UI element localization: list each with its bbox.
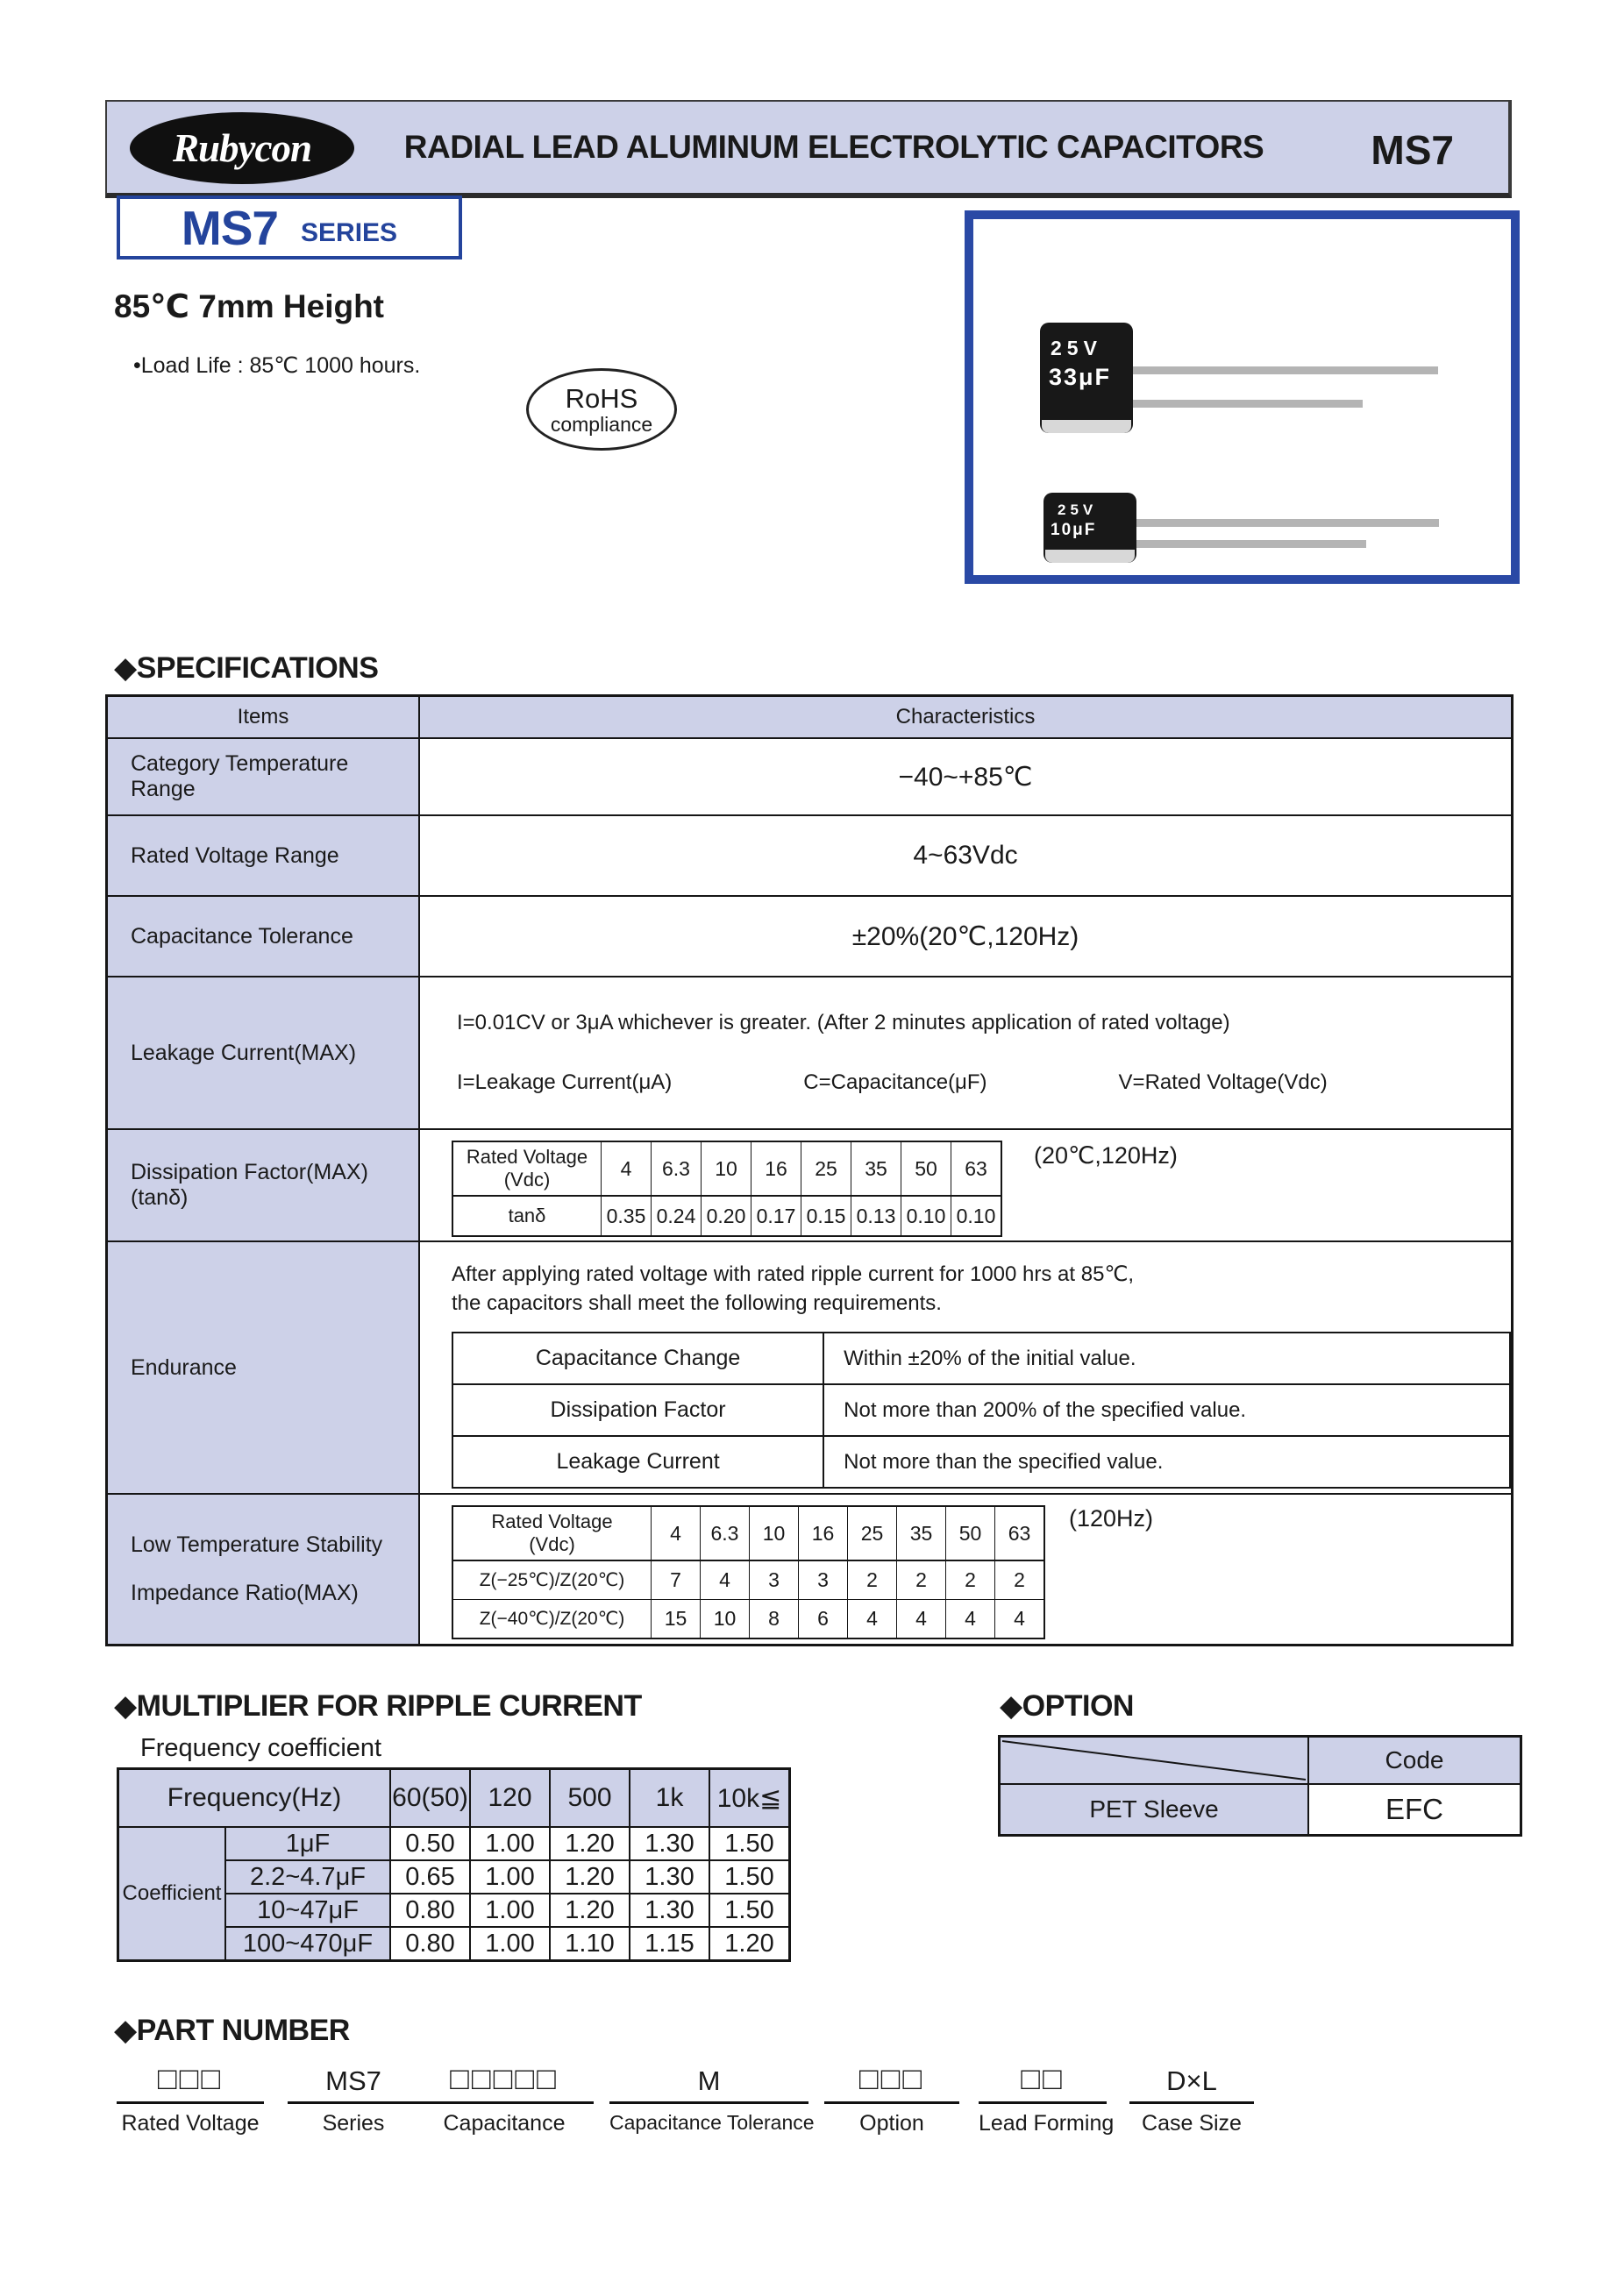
- tan-value: 0.13: [851, 1196, 901, 1236]
- option-title: ◆OPTION: [1000, 1689, 1134, 1723]
- capacitor-voltage-print: 25V: [1058, 501, 1098, 518]
- part-segment-lead-forming: [979, 2055, 1115, 2136]
- endurance-desc-line2: the capacitors shall meet the following requirements.: [452, 1291, 942, 1315]
- segment-symbol: □□□: [858, 2060, 925, 2096]
- z40-value: 4: [848, 1600, 897, 1639]
- z25-label: Z(−25℃)/Z(20℃): [452, 1560, 652, 1600]
- diagonal-line: [1001, 1738, 1307, 1783]
- diagonal-cell: [1000, 1737, 1309, 1785]
- capacitor-lead: [1136, 519, 1439, 527]
- ripple-coefficient-table: [117, 1767, 791, 1962]
- rohs-badge: [526, 368, 677, 451]
- coefficient-value: 0.80: [390, 1927, 470, 1961]
- coefficient-value: 1.50: [709, 1860, 790, 1894]
- capacitance-range: 2.2~4.7μF: [225, 1860, 390, 1894]
- coefficient-value: 1.50: [709, 1827, 790, 1860]
- segment-symbol: □□□□□: [450, 2060, 559, 2096]
- tan-value: 0.10: [951, 1196, 1002, 1236]
- part-segment-capacitance: [415, 2055, 594, 2136]
- z25-value: 7: [652, 1560, 701, 1600]
- capacitor-capacitance-print: 33μF: [1049, 364, 1112, 390]
- voltage-tick: 50: [901, 1141, 951, 1196]
- row-label: Category Temperature Range: [108, 739, 420, 814]
- tan-value: 0.20: [702, 1196, 751, 1236]
- voltage-tick: 16: [751, 1141, 801, 1196]
- coefficient-value: 1.30: [630, 1894, 709, 1927]
- segment-rule: [824, 2101, 959, 2104]
- coefficient-label: Coefficient: [118, 1827, 226, 1961]
- endurance-requirement: Not more than 200% of the specified value.: [823, 1384, 1510, 1436]
- segment-symbol: □□□: [157, 2060, 224, 2096]
- part-segment-option: [824, 2055, 959, 2136]
- endurance-requirement: Not more than the specified value.: [823, 1436, 1510, 1488]
- z25-value: 3: [750, 1560, 799, 1600]
- coefficient-value: 1.20: [550, 1827, 630, 1860]
- endurance-item: Capacitance Change: [452, 1333, 823, 1384]
- segment-rule: [1129, 2101, 1254, 2104]
- voltage-tick: 63: [951, 1141, 1002, 1196]
- tan-label: tanδ: [452, 1196, 602, 1236]
- capacitor-voltage-print: 25V: [1051, 337, 1102, 359]
- z40-value: 8: [750, 1600, 799, 1639]
- row-value: −40~+85℃: [898, 762, 1033, 792]
- z40-value: 4: [995, 1600, 1045, 1639]
- option-name: PET Sleeve: [1000, 1784, 1309, 1836]
- row-label: Endurance: [108, 1242, 420, 1493]
- page-title: RADIAL LEAD ALUMINUM ELECTROLYTIC CAPACITORS: [403, 129, 1264, 165]
- row-label: Capacitance Tolerance: [108, 897, 420, 976]
- coefficient-value: 0.65: [390, 1860, 470, 1894]
- row-label: Low Temperature Stability: [131, 1532, 383, 1557]
- segment-rule: [609, 2101, 808, 2104]
- frequency-tick: 60(50): [390, 1769, 470, 1828]
- spec-row-leakage-current: [108, 976, 1511, 1128]
- frequency-tick: 1k: [630, 1769, 709, 1828]
- voltage-tick: 25: [848, 1506, 897, 1560]
- capacitance-range: 1μF: [225, 1827, 390, 1860]
- z40-value: 4: [897, 1600, 946, 1639]
- endurance-item: Dissipation Factor: [452, 1384, 823, 1436]
- segment-symbol: □□: [1021, 2060, 1065, 2096]
- product-photo: [965, 210, 1520, 584]
- measurement-condition: (20℃,120Hz): [1034, 1142, 1178, 1169]
- z40-label: Z(−40℃)/Z(20℃): [452, 1600, 652, 1639]
- header-bar: [105, 100, 1512, 198]
- tan-value: 0.15: [801, 1196, 851, 1236]
- voltage-header: Rated Voltage (Vdc): [452, 1506, 652, 1560]
- coefficient-value: 1.20: [550, 1860, 630, 1894]
- col-header-characteristics: Characteristics: [420, 697, 1511, 737]
- row-sublabel: (tanδ): [131, 1185, 189, 1210]
- coefficient-value: 1.30: [630, 1860, 709, 1894]
- series-code: MS7: [1371, 127, 1454, 173]
- voltage-tick: 10: [750, 1506, 799, 1560]
- tan-value: 0.17: [751, 1196, 801, 1236]
- z25-value: 3: [799, 1560, 848, 1600]
- option-table: [998, 1735, 1522, 1837]
- spec-row-rated-voltage: [108, 814, 1511, 895]
- z25-value: 2: [995, 1560, 1045, 1600]
- spec-row-category-temp: [108, 737, 1511, 814]
- coefficient-value: 0.50: [390, 1827, 470, 1860]
- part-number-title: ◆PART NUMBER: [114, 2014, 350, 2047]
- voltage-tick: 4: [602, 1141, 652, 1196]
- endurance-table: [452, 1332, 1511, 1489]
- segment-rule: [117, 2101, 264, 2104]
- coefficient-value: 1.00: [470, 1860, 550, 1894]
- frequency-tick: 500: [550, 1769, 630, 1828]
- segment-label: Lead Forming: [979, 2111, 1115, 2136]
- capacitor-lead: [1136, 540, 1366, 548]
- segment-symbol: MS7: [325, 2065, 381, 2096]
- coefficient-value: 1.30: [630, 1827, 709, 1860]
- z40-value: 6: [799, 1600, 848, 1639]
- frequency-header: Frequency(Hz): [118, 1769, 391, 1828]
- dissipation-table: [452, 1141, 1002, 1237]
- row-value: ±20%(20℃,120Hz): [851, 921, 1079, 951]
- legend-v: V=Rated Voltage(Vdc): [1118, 1070, 1328, 1094]
- voltage-tick: 10: [702, 1141, 751, 1196]
- row-value: 4~63Vdc: [913, 841, 1018, 870]
- coefficient-value: 1.00: [470, 1894, 550, 1927]
- spec-header-row: [108, 697, 1511, 737]
- frequency-tick: 10k≦: [709, 1769, 790, 1828]
- part-segment-series: [288, 2055, 419, 2136]
- part-segment-rated-voltage: [117, 2055, 264, 2136]
- specifications-table: [105, 694, 1514, 1646]
- option-code: EFC: [1308, 1784, 1521, 1836]
- height-title: 85℃ 7mm Height: [114, 288, 384, 324]
- row-label: Rated Voltage Range: [108, 816, 420, 895]
- z40-value: 4: [946, 1600, 995, 1639]
- segment-rule: [979, 2101, 1107, 2104]
- leakage-legend: [457, 1070, 1511, 1095]
- spec-row-cap-tolerance: [108, 895, 1511, 976]
- segment-label: Case Size: [1142, 2111, 1242, 2136]
- z25-value: 4: [701, 1560, 750, 1600]
- z25-value: 2: [897, 1560, 946, 1600]
- tan-value: 0.10: [901, 1196, 951, 1236]
- coefficient-value: 1.20: [709, 1927, 790, 1961]
- segment-label: Capacitance Tolerance: [609, 2111, 815, 2134]
- capacitor-capacitance-print: 10μF: [1051, 521, 1097, 539]
- rohs-sublabel: compliance: [550, 412, 653, 436]
- endurance-desc-line1: After applying rated voltage with rated ripple current for 1000 hrs at 85℃,: [452, 1262, 1135, 1286]
- legend-c: C=Capacitance(μF): [803, 1070, 987, 1094]
- row-sublabel: Impedance Ratio(MAX): [131, 1581, 359, 1605]
- tan-value: 0.35: [602, 1196, 652, 1236]
- col-header-items: Items: [108, 697, 420, 737]
- voltage-tick: 35: [897, 1506, 946, 1560]
- code-header: Code: [1308, 1737, 1521, 1785]
- endurance-item: Leakage Current: [452, 1436, 823, 1488]
- voltage-tick: 4: [652, 1506, 701, 1560]
- coefficient-value: 1.00: [470, 1927, 550, 1961]
- capacitor-lead: [1133, 366, 1438, 374]
- spec-row-dissipation-factor: [108, 1128, 1511, 1240]
- coefficient-value: 0.80: [390, 1894, 470, 1927]
- z25-value: 2: [946, 1560, 995, 1600]
- measurement-condition: (120Hz): [1069, 1505, 1154, 1532]
- coefficient-value: 1.50: [709, 1894, 790, 1927]
- capacitor-33uf: [1040, 323, 1133, 433]
- spec-row-low-temp-stability: [108, 1493, 1511, 1644]
- ripple-subtitle: Frequency coefficient: [140, 1734, 382, 1762]
- voltage-tick: 50: [946, 1506, 995, 1560]
- segment-label: Rated Voltage: [121, 2111, 260, 2136]
- impedance-ratio-table: [452, 1505, 1045, 1639]
- capacitance-range: 100~470μF: [225, 1927, 390, 1961]
- ripple-title: ◆MULTIPLIER FOR RIPPLE CURRENT: [114, 1689, 642, 1723]
- legend-i: I=Leakage Current(μA): [457, 1070, 673, 1094]
- segment-symbol: M: [697, 2065, 721, 2096]
- voltage-tick: 63: [995, 1506, 1045, 1560]
- part-segment-cap-tolerance: [609, 2055, 815, 2135]
- spec-row-endurance: [108, 1240, 1511, 1493]
- voltage-tick: 6.3: [652, 1141, 702, 1196]
- logo-text: Rubycon: [172, 126, 311, 170]
- endurance-requirement: Within ±20% of the initial value.: [823, 1333, 1510, 1384]
- voltage-tick: 25: [801, 1141, 851, 1196]
- leakage-formula: I=0.01CV or 3μA whichever is greater. (After 2 minutes application of rated voltage): [457, 1011, 1230, 1034]
- series-banner: [117, 195, 462, 259]
- row-label: Leakage Current(MAX): [108, 977, 420, 1128]
- capacitor-10uf: [1043, 493, 1136, 563]
- voltage-tick: 35: [851, 1141, 901, 1196]
- segment-rule: [415, 2101, 594, 2104]
- rubycon-logo: [130, 112, 354, 184]
- rohs-label: RoHS: [565, 382, 638, 414]
- series-name: MS7: [181, 200, 279, 255]
- specifications-title: ◆SPECIFICATIONS: [114, 651, 379, 685]
- part-segment-case-size: [1129, 2055, 1254, 2136]
- voltage-header: Rated Voltage (Vdc): [452, 1141, 602, 1196]
- load-life-note: •Load Life : 85℃ 1000 hours.: [133, 353, 421, 378]
- capacitance-range: 10~47μF: [225, 1894, 390, 1927]
- segment-label: Option: [859, 2111, 924, 2136]
- coefficient-value: 1.20: [550, 1894, 630, 1927]
- z25-value: 2: [848, 1560, 897, 1600]
- series-suffix: SERIES: [301, 217, 398, 247]
- frequency-tick: 120: [470, 1769, 550, 1828]
- coefficient-value: 1.10: [550, 1927, 630, 1961]
- segment-label: Series: [322, 2111, 385, 2136]
- segment-symbol: D×L: [1166, 2065, 1217, 2096]
- segment-label: Capacitance: [443, 2111, 566, 2136]
- tan-value: 0.24: [652, 1196, 702, 1236]
- coefficient-value: 1.00: [470, 1827, 550, 1860]
- coefficient-value: 1.15: [630, 1927, 709, 1961]
- z40-value: 10: [701, 1600, 750, 1639]
- row-label: Dissipation Factor(MAX): [131, 1160, 368, 1184]
- z40-value: 15: [652, 1600, 701, 1639]
- voltage-tick: 16: [799, 1506, 848, 1560]
- capacitor-lead: [1133, 400, 1363, 408]
- segment-rule: [288, 2101, 419, 2104]
- voltage-tick: 6.3: [701, 1506, 750, 1560]
